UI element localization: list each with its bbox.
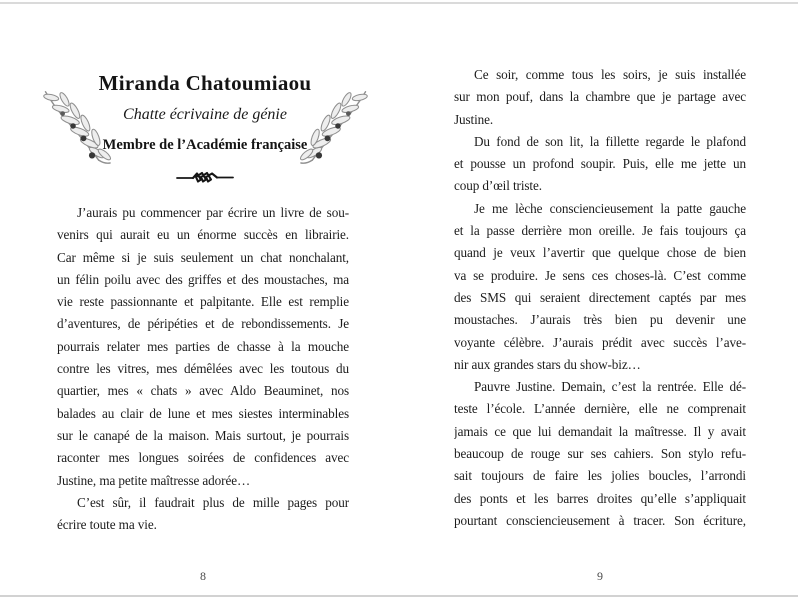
text-line: Du fond de son lit, la fillette regarde le plafond <box>474 133 746 149</box>
author-role: Chatte écrivaine de génie <box>123 106 287 123</box>
text-line: d’aventures, de péripéties et de rebondissements. Je <box>57 316 349 332</box>
text-line: sait toujours de faire les jolies boucles, l’arrondi <box>454 468 746 484</box>
text-line: va se produire. Je sens ces choses-là. C’est comme <box>454 267 746 283</box>
text-line: écrire toute ma vie. <box>57 517 157 533</box>
text-line: quand je veux l’avertir que quelque chose de bien <box>454 245 746 261</box>
page-number-left: 8 <box>200 569 206 583</box>
text-line: nir aux grandes stars du show-biz… <box>454 356 641 372</box>
text-line: Ce soir, comme tous les soirs, je suis installée <box>474 67 746 82</box>
text-line: contre les vitres, mes démêlées avec les toutous du <box>57 361 349 377</box>
author-affiliation: Membre de l’Académie française <box>102 137 308 153</box>
text-line: Pauvre Justine. Demain, c’est la rentrée. Elle dé- <box>474 379 746 395</box>
text-line: balades au clair de lune et mes siestes interminables <box>57 405 349 421</box>
text-line: J’aurais pu commencer par écrire un livre de sou- <box>77 205 349 220</box>
body-text-right <box>454 64 746 532</box>
text-line: jamais ce que lui demandait la maîtresse. Il y avait <box>454 423 746 439</box>
text-line: quartier, mes « chats » avec Aldo Beauminet, nos <box>57 383 349 399</box>
text-line: Je me lèche consciencieusement la patte gauche <box>474 200 746 216</box>
text-line: et la passe derrière mon oreille. Je fais toujours ça <box>454 223 746 239</box>
text-line: sur le canapé de la maison. Mais surtout, je pourrais <box>57 427 349 443</box>
text-line: un félin poilu avec des griffes et des moustaches, ma <box>57 271 349 287</box>
text-line: et pousse un profond soupir. Puis, elle me jette un <box>454 156 746 172</box>
page-number-right: 9 <box>597 569 603 583</box>
text-line: Justine. <box>454 111 494 127</box>
text-line: beaucoup de rouge sur ses cahiers. Son stylo refu- <box>454 446 746 462</box>
chapter-heading <box>57 70 353 190</box>
text-line: teste l’école. L’année dernière, elle ne comprenait <box>454 401 746 417</box>
text-line: coup d’œil triste. <box>454 178 542 194</box>
text-line: des ponts et les barres droites qu’elle s’appliquait <box>454 490 746 506</box>
text-line: voyante célèbre. J’aurais prédit avec succès l’ave- <box>454 334 746 350</box>
text-line: pourtant consciencieusement à tracer. Son écriture, <box>454 512 746 528</box>
text-line: des SMS qui seraient directement captés par mes <box>454 289 746 305</box>
text-line: pourrais relater mes parties de chasse à la mouche <box>57 338 349 354</box>
text-line: vie reste passionnante et palpitante. Elle est remplie <box>57 294 349 310</box>
author-name: Miranda Chatoumiaou <box>98 71 312 95</box>
bottom-edge-line <box>0 595 798 597</box>
body-text-left <box>57 202 349 536</box>
text-line: moustaches. J’aurais très bien pu devenir une <box>454 312 746 328</box>
top-edge-line <box>0 2 798 4</box>
text-line: sur mon pouf, dans la chambre que je partage avec <box>454 89 746 105</box>
text-line: Justine, ma petite maîtresse adorée… <box>57 472 251 488</box>
text-line: raconter mes longues soirées de confidences avec <box>57 450 349 466</box>
text-line: C’est sûr, il faudrait plus de mille pages pour <box>77 494 349 510</box>
rope-knot-divider-icon <box>176 169 234 185</box>
text-line: Car même si je suis seulement un chat nonchalant, <box>57 249 349 265</box>
text-line: venirs qui aurait eu un énorme succès en librairie. <box>57 227 349 243</box>
